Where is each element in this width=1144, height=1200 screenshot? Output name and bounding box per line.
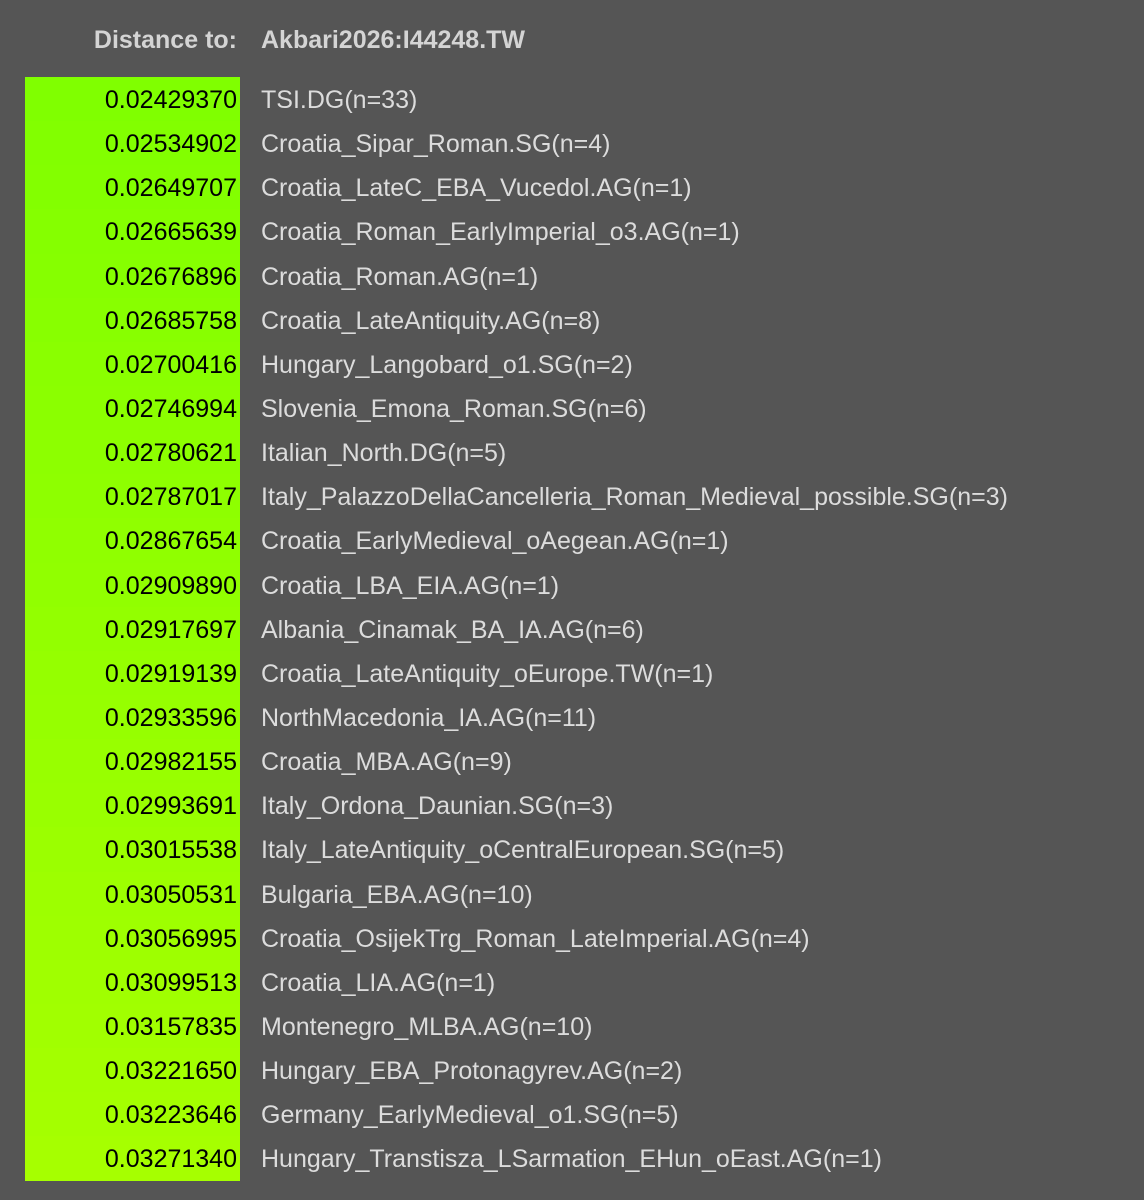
table-row <box>0 474 1144 518</box>
distance-value: 0.02917697 <box>25 607 240 651</box>
distance-value: 0.02982155 <box>25 739 240 783</box>
population-name: Croatia_OsijekTrg_Roman_LateImperial.AG(n=4) <box>261 924 810 953</box>
table-row <box>0 342 1144 386</box>
distance-value: 0.02909890 <box>25 563 240 607</box>
table-row <box>0 1092 1144 1136</box>
population-name: NorthMacedonia_IA.AG(n=11) <box>261 703 597 732</box>
distance-value: 0.02534902 <box>25 121 240 165</box>
population-name: Hungary_Langobard_o1.SG(n=2) <box>261 350 633 379</box>
distance-value: 0.02685758 <box>25 298 240 342</box>
population-name: Croatia_LateAntiquity_oEurope.TW(n=1) <box>261 659 714 688</box>
table-row <box>0 518 1144 562</box>
population-name: Croatia_Roman.AG(n=1) <box>261 262 539 291</box>
table-row <box>0 651 1144 695</box>
distance-value: 0.03056995 <box>25 916 240 960</box>
population-name: Croatia_EarlyMedieval_oAegean.AG(n=1) <box>261 527 729 556</box>
table-row <box>0 254 1144 298</box>
table-row <box>0 827 1144 871</box>
population-name: Hungary_EBA_Protonagyrev.AG(n=2) <box>261 1057 683 1086</box>
population-name: Slovenia_Emona_Roman.SG(n=6) <box>261 394 647 423</box>
table-row <box>0 386 1144 430</box>
table-row <box>0 1004 1144 1048</box>
distance-value: 0.02746994 <box>25 386 240 430</box>
table-row <box>0 739 1144 783</box>
population-name: Italy_Ordona_Daunian.SG(n=3) <box>261 792 614 821</box>
population-name: Italy_PalazzoDellaCancelleria_Roman_Medieval_possible.SG(n=3) <box>261 483 1008 512</box>
table-row <box>0 298 1144 342</box>
distance-value: 0.02933596 <box>25 695 240 739</box>
distance-value: 0.02867654 <box>25 518 240 562</box>
table-row <box>0 165 1144 209</box>
distance-value: 0.02649707 <box>25 165 240 209</box>
table-row <box>0 607 1144 651</box>
table-row <box>0 1136 1144 1180</box>
population-name: Albania_Cinamak_BA_IA.AG(n=6) <box>261 615 644 644</box>
distance-value: 0.02700416 <box>25 342 240 386</box>
table-row <box>0 563 1144 607</box>
population-name: Croatia_LateAntiquity.AG(n=8) <box>261 306 601 335</box>
table-row <box>0 783 1144 827</box>
population-name: Hungary_Transtisza_LSarmation_EHun_oEast.AG(n=1) <box>261 1145 882 1174</box>
population-name: Croatia_LIA.AG(n=1) <box>261 968 496 997</box>
distance-value: 0.03050531 <box>25 872 240 916</box>
population-name: Croatia_LateC_EBA_Vucedol.AG(n=1) <box>261 174 692 203</box>
table-row <box>0 1048 1144 1092</box>
distance-value: 0.02787017 <box>25 474 240 518</box>
distance-value: 0.02919139 <box>25 651 240 695</box>
table-row <box>0 209 1144 253</box>
population-name: Croatia_MBA.AG(n=9) <box>261 748 512 777</box>
distance-value: 0.03157835 <box>25 1004 240 1048</box>
population-name: TSI.DG(n=33) <box>261 86 418 114</box>
population-name: Italy_LateAntiquity_oCentralEuropean.SG(n=5) <box>261 836 785 865</box>
distance-value: 0.03223646 <box>25 1092 240 1136</box>
target-sample-name: Akbari2026:I44248.TW <box>261 26 526 54</box>
distance-value: 0.03099513 <box>25 960 240 1004</box>
table-row <box>0 695 1144 739</box>
population-name: Germany_EarlyMedieval_o1.SG(n=5) <box>261 1101 679 1130</box>
distance-value: 0.02676896 <box>25 254 240 298</box>
distance-value: 0.02780621 <box>25 430 240 474</box>
population-name: Italian_North.DG(n=5) <box>261 439 507 468</box>
distance-value: 0.02429370 <box>25 77 240 121</box>
table-row <box>0 960 1144 1004</box>
table-row <box>0 430 1144 474</box>
population-name: Croatia_Roman_EarlyImperial_o3.AG(n=1) <box>261 218 740 247</box>
distance-to-label: Distance to: <box>93 26 237 54</box>
distance-value: 0.02665639 <box>25 209 240 253</box>
distance-table <box>0 77 1144 1181</box>
population-name: Croatia_LBA_EIA.AG(n=1) <box>261 571 560 600</box>
distance-value: 0.03015538 <box>25 827 240 871</box>
population-name: Croatia_Sipar_Roman.SG(n=4) <box>261 130 611 159</box>
results-header <box>0 22 1144 62</box>
distance-value: 0.02993691 <box>25 783 240 827</box>
population-name: Montenegro_MLBA.AG(n=10) <box>261 1012 593 1041</box>
table-row <box>0 121 1144 165</box>
table-row <box>0 916 1144 960</box>
distance-value: 0.03271340 <box>25 1136 240 1180</box>
table-row <box>0 77 1144 121</box>
distance-value: 0.03221650 <box>25 1048 240 1092</box>
population-name: Bulgaria_EBA.AG(n=10) <box>261 880 533 909</box>
table-row <box>0 872 1144 916</box>
